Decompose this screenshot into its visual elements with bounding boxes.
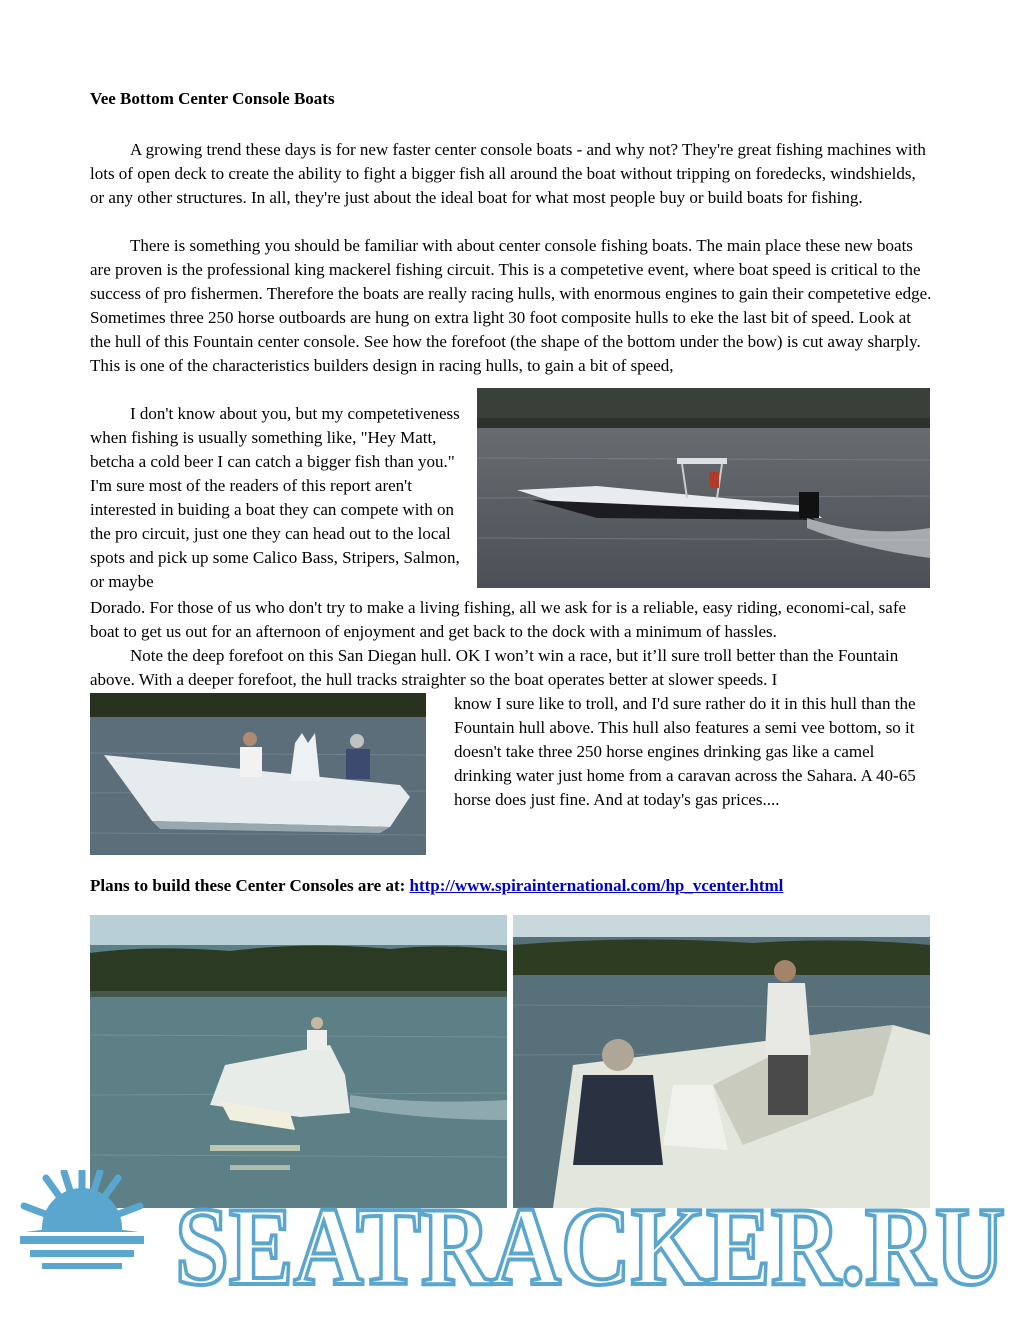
paragraph-racing-hulls: There is something you should be familiar with about center console fishing boats. The main place these new boats are proven is the professional king mackerel fishing circuit. This is a competetive event, where boat speed is critical to the success of pro fishermen. Therefore the boats are really racing hulls, with enormous engines to gain their competetive edge. Sometimes three 250 horse outboards are hung on extra light 30 foot composite hulls to eke the last bit of speed. Look at the hull of this Fountain center console. See how the forefoot (the shape of the bottom under the bow) is cut away sharply. This is one of the characteristics builders design in racing hulls, to gain a bit of speed, — [90, 236, 932, 375]
sun-logo-icon — [0, 1170, 164, 1282]
paragraph-semi-vee: know I sure like to troll, and I'd sure rather do it in this hull than the Fountain hull above. This hull also features a semi vee bottom, so it doesn't take three 250 horse engines drinking gas like a camel drinking water just home from a caravan across the Sahara. A 40-65 horse does just fine. And at today's gas prices.... — [454, 694, 916, 809]
plans-link[interactable]: http://www.spirainternational.com/hp_vcenter.html — [409, 876, 784, 895]
plans-label: Plans to build these Center Consoles are at: — [90, 876, 406, 895]
plans-line — [90, 876, 783, 896]
seatracker-watermark — [0, 1170, 1020, 1320]
boat-running-photo — [90, 915, 507, 1208]
console-closeup-photo — [513, 915, 930, 1208]
paragraph-reliable-boat: Dorado. For those of us who don't try to make a living fishing, all we ask for is a reliable, easy riding, economi-cal, safe boat to get us out for an afternoon of enjoyment and get back to the dock with a minimum of hassles. — [90, 598, 907, 641]
paragraph-intro: A growing trend these days is for new faster center console boats - and why not? They're great fishing machines with lots of open deck to create the ability to fight a bigger fish all around the boat without tripping on foredecks, windshields, or any other structures. In all, they're just about the ideal boat for what most people buy or build boats for fishing. — [90, 140, 926, 207]
san-diegan-hull-photo — [90, 693, 426, 855]
paragraph-competitiveness: I don't know about you, but my competetiveness when fishing is usually something like, "Hey Matt, betcha a cold beer I can catch a bigger fish than you." I'm sure most of the readers of this report aren't interested in buiding a boat they can compete with on the pro circuit, just one they can head out to the local spots and pick up some Calico Bass, Stripers, Salmon, or maybe — [90, 404, 460, 591]
fountain-boat-photo — [477, 388, 930, 588]
article-title: Vee Bottom Center Console Boats — [90, 89, 335, 108]
watermark-text: SEATRACKER.RU — [175, 1185, 1005, 1309]
paragraph-deep-forefoot: Note the deep forefoot on this San Diegan hull. OK I won’t win a race, but it’ll sure troll better than the Fountain above. With a deeper forefoot, the hull tracks straighter so the boat operates better at slower speeds. I — [90, 646, 899, 689]
